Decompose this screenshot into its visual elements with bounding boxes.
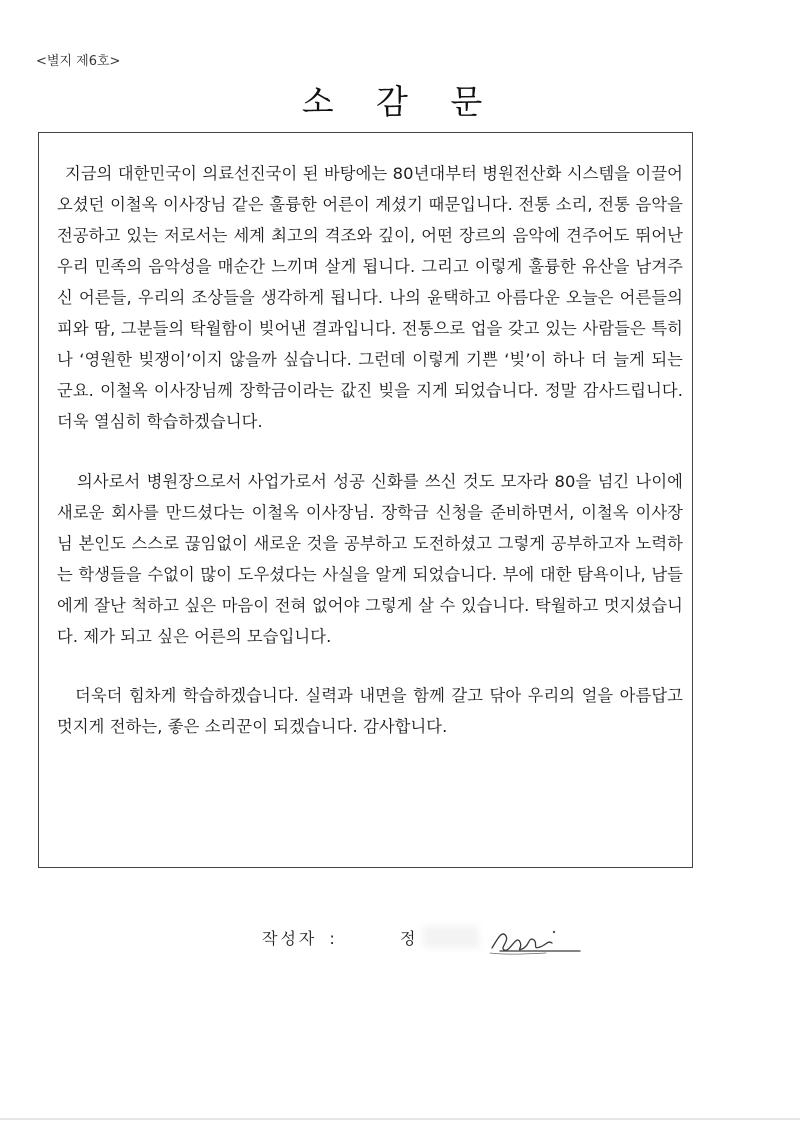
document-title: 소 감 문: [301, 82, 499, 121]
handwritten-signature: [486, 920, 586, 960]
redacted-name-area: [423, 926, 479, 948]
essay-box: [38, 132, 693, 868]
essay-paragraph-1: 지금의 대한민국이 의료선진국이 된 바탕에는 80년대부터 병원전산화 시스템을 이끌어 오셨던 이철옥 이사장님 같은 훌륭한 어른이 계셨기 때문입니다. 전통 소리, 전통 음악을 전공하고 있는 저로서는 세계 최고의 격조와 깊이, 어떤 장르의 음악에 견주어도 뛰어난 우리 민족의 음악성을 매순간 느끼며 살게 됩니다. 그리고 이렇게 훌륭한 유산을 남겨주신 어른들, 우리의 조상들을 생각하게 됩니다. 나의 윤택하고 아름다운 오늘은 어른들의 피와 땀, 그분들의 탁월함이 빚어낸 결과입니다. 전통으로 업을 갖고 있는 사람들은 특히나 ‘영원한 빚쟁이’이지 않을까 싶습니다. 그런데 이렇게 기쁜 ‘빚’이 하나 더 늘게 되는군요. 이철옥 이사장님께 장학금이라는 값진 빚을 지게 되었습니다. 정말 감사드립니다. 더욱 열심히 학습하겠습니다.: [57, 164, 683, 431]
author-row: [262, 926, 416, 949]
author-colon: :: [329, 929, 335, 948]
form-number: <별지 제6호>: [36, 54, 121, 69]
essay-paragraph-3: 더욱더 힘차게 학습하겠습니다. 실력과 내면을 함께 갈고 닦아 우리의 얼을 아름답고 멋지게 전하는, 좋은 소리꾼이 되겠습니다. 감사합니다.: [57, 686, 683, 736]
essay-paragraph-2: 의사로서 병원장으로서 사업가로서 성공 신화를 쓰신 것도 모자라 80을 넘긴 나이에 새로운 회사를 만드셨다는 이철옥 이사장님. 장학금 신청을 준비하면서, 이철옥 이사장님 본인도 스스로 끊임없이 새로운 것을 공부하고 도전하셨고 그렇게 공부하고자 노력하는 학생들을 수없이 많이 도우셨다는 사실을 알게 되었습니다. 부에 대한 탐욕이나, 남들에게 잘난 척하고 싶은 마음이 전혀 없어야 그렇게 살 수 있습니다. 탁월하고 멋지셨습니다. 제가 되고 싶은 어른의 모습입니다.: [57, 472, 683, 646]
author-name: 정: [400, 929, 416, 948]
scan-edge: [0, 1118, 800, 1120]
author-label: 작성자: [262, 929, 318, 948]
